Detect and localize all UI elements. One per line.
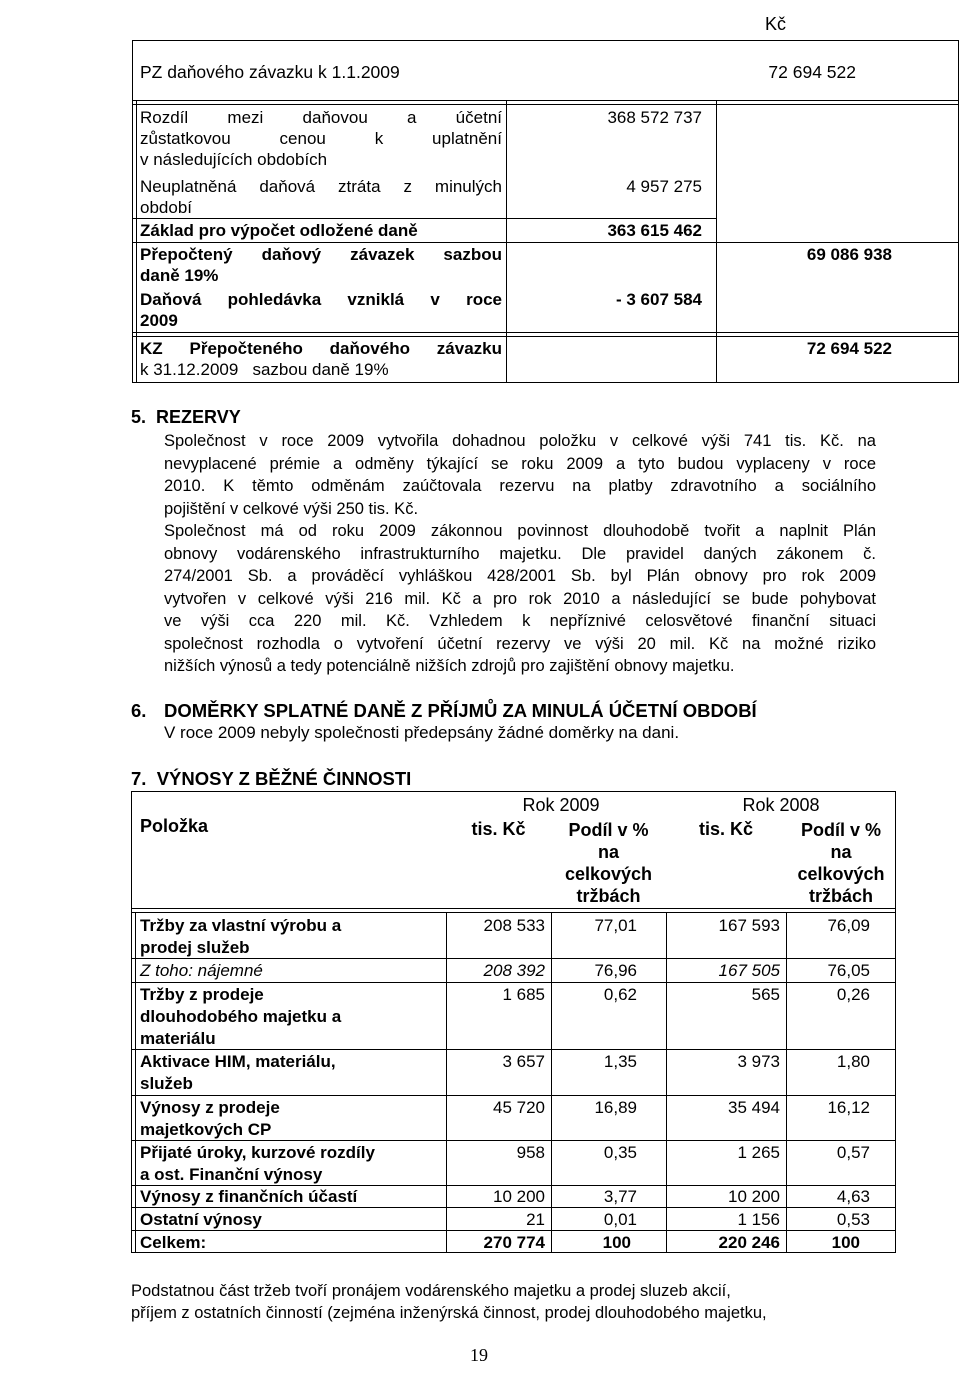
opening-label: PZ daňového závazku k 1.1.2009	[140, 62, 400, 82]
tax-row-right: 72 694 522	[806, 339, 892, 358]
table-cell-p1: 0,35	[603, 1143, 637, 1162]
table-cell-p1: 0,62	[603, 985, 637, 1004]
table-cell-p1: 76,96	[594, 961, 637, 980]
table-cell-p1: 1,35	[603, 1052, 637, 1071]
table-cell-v1: 10 200	[493, 1187, 545, 1206]
table-row-label: Přijaté úroky, kurzové rozdíly a ost. Finanční výnosy	[140, 1143, 375, 1184]
col-tis-header: tis. Kč	[471, 819, 526, 839]
table-cell-v1: 45 720	[493, 1098, 545, 1117]
table-cell-v2: 10 200	[728, 1187, 780, 1206]
table-cell-v2: 3 973	[737, 1052, 780, 1071]
table-row-label: Ostatní výnosy	[140, 1210, 262, 1229]
col-share-header: Podíl v % na celkových tržbách	[564, 820, 653, 906]
table-cell-v1: 208 392	[483, 961, 545, 980]
table-cell-p2: 0,26	[836, 985, 870, 1004]
table-row-label: Celkem:	[140, 1233, 207, 1252]
table-cell-p2: 0,57	[836, 1143, 870, 1162]
table-cell-v2: 220 246	[718, 1233, 780, 1252]
col-item-header: Položka	[140, 816, 209, 836]
year-2009-header: Rok 2009	[522, 795, 600, 815]
section6-heading: DOMĚRKY SPLATNÉ DANĚ Z PŘÍJMŮ ZA MINULÁ ÚČETNÍ OBDOBÍ	[164, 700, 757, 721]
table-cell-p2: 1,80	[836, 1052, 870, 1071]
table-cell-p1: 3,77	[603, 1187, 637, 1206]
col-tis-header: tis. Kč	[698, 819, 754, 839]
col-share-header: Podíl v % na celkových tržbách	[797, 820, 885, 906]
table-cell-p2: 16,12	[827, 1098, 870, 1117]
tax-row-right: 69 086 938	[806, 245, 892, 264]
opening-value: 72 694 522	[768, 62, 856, 82]
table-cell-p1: 77,01	[594, 916, 637, 935]
section5-heading: 5. REZERVY	[131, 407, 241, 427]
table-cell-p1: 100	[602, 1233, 631, 1252]
tax-row-label: Základ pro výpočet odložené daně	[140, 221, 418, 240]
table-cell-v1: 1 685	[502, 985, 545, 1004]
table-cell-v2: 167 593	[718, 916, 780, 935]
year-2008-header: Rok 2008	[742, 795, 820, 815]
table-cell-v1: 21	[526, 1210, 545, 1229]
table-cell-v1: 3 657	[502, 1052, 545, 1071]
table-cell-v1: 208 533	[483, 916, 545, 935]
table-row-label: Aktivace HIM, materiálu, služeb	[140, 1052, 336, 1093]
section7-heading: 7. VÝNOSY Z BĚŽNÉ ČINNOSTI	[131, 768, 412, 789]
table-cell-p2: 4,63	[836, 1187, 870, 1206]
table-cell-v2: 1 156	[737, 1210, 780, 1229]
table-cell-p2: 76,05	[827, 961, 870, 980]
tax-row-label: KZ Přepočteného daňového závazku k 31.12.2009 sazbou daně 19%	[140, 339, 502, 379]
table-cell-p2: 76,09	[827, 916, 870, 935]
section6-number: 6.	[131, 700, 147, 721]
tax-row-label: Přepočtený daňový závazek sazbou daně 19%	[140, 245, 502, 285]
tax-row-mid: 363 615 462	[607, 221, 702, 240]
table-cell-p2: 0,53	[836, 1210, 870, 1229]
currency-header: Kč	[765, 14, 787, 34]
table-row-label: Výnosy z finančních účastí	[140, 1187, 358, 1206]
table-cell-v1: 958	[516, 1143, 545, 1162]
section6-text: V roce 2009 nebyly společnosti předepsány žádné doměrky na dani.	[164, 723, 680, 742]
footer-text: Podstatnou část tržeb tvoří pronájem vodárenského majetku a prodej sluzeb akcií, příjem z ostatních činností (zejména inženýrská činnost, prodej dlouhodobého majetku,	[131, 1282, 767, 1322]
table-cell-v1: 270 774	[483, 1233, 545, 1252]
section5-text: Společnost v roce 2009 vytvořila dohadnou položku v celkové výši 741 tis. Kč. na nevyplacené prémie a odměny týkající se roku 2009 a tyto budou vyplaceny v roce 2010. K těmto odměnám zaúčtovala rezervu na platby zdravotního a sociálního pojištění v celkové výši 250 tis. Kč. Společnost má od roku 2009 zákonnou povinnost dlouhodobě tvořit a naplnit Plán obnovy vodárenského infrastrukturního majetku. Dle pravidel daných zákonem č. 274/2001 Sb. a prováděcí vyhláškou 428/2001 Sb. byl Plán obnovy pro rok 2009 vytvořen v celkové výši 216 mil. Kč a pro rok 2010 a následující se bude pohybovat ve výši cca 220 mil. Kč. Vzhledem k nepříznivé celosvětové finanční situaci společnost rozhodla o vytvoření účetní rezervy ve výši 20 mil. Kč na možné riziko nižších výnosů a tedy potenciálně nižších zdrojů pro zajištění obnovy majetku.	[164, 432, 876, 675]
table-cell-p1: 16,89	[594, 1098, 637, 1117]
table-cell-v2: 1 265	[737, 1143, 780, 1162]
tax-row-mid: - 3 607 584	[615, 290, 702, 309]
table-row-label: Výnosy z prodeje majetkových CP	[140, 1098, 280, 1139]
tax-row-label: Rozdíl mezi daňovou a účetní zůstatkovou cenou k uplatnění v následujících obdobích	[140, 108, 502, 169]
page-number: 19	[470, 1345, 488, 1365]
table-row-label: Tržby za vlastní výrobu a prodej služeb	[140, 916, 342, 957]
table-cell-p2: 100	[831, 1233, 860, 1252]
tax-row-mid: 368 572 737	[607, 108, 702, 127]
table-row-label: Z toho: nájemné	[140, 961, 263, 980]
tax-row-mid: 4 957 275	[626, 177, 702, 196]
tax-row-label: Neuplatněná daňová ztráta z minulých období	[140, 177, 502, 217]
table-cell-v2: 565	[751, 985, 780, 1004]
table-row-label: Tržby z prodeje dlouhodobého majetku a materiálu	[140, 985, 342, 1048]
table-cell-p1: 0,01	[603, 1210, 637, 1229]
table-cell-v2: 167 505	[718, 961, 780, 980]
tax-row-label: Daňová pohledávka vzniklá v roce 2009	[140, 290, 502, 330]
table-cell-v2: 35 494	[728, 1098, 780, 1117]
